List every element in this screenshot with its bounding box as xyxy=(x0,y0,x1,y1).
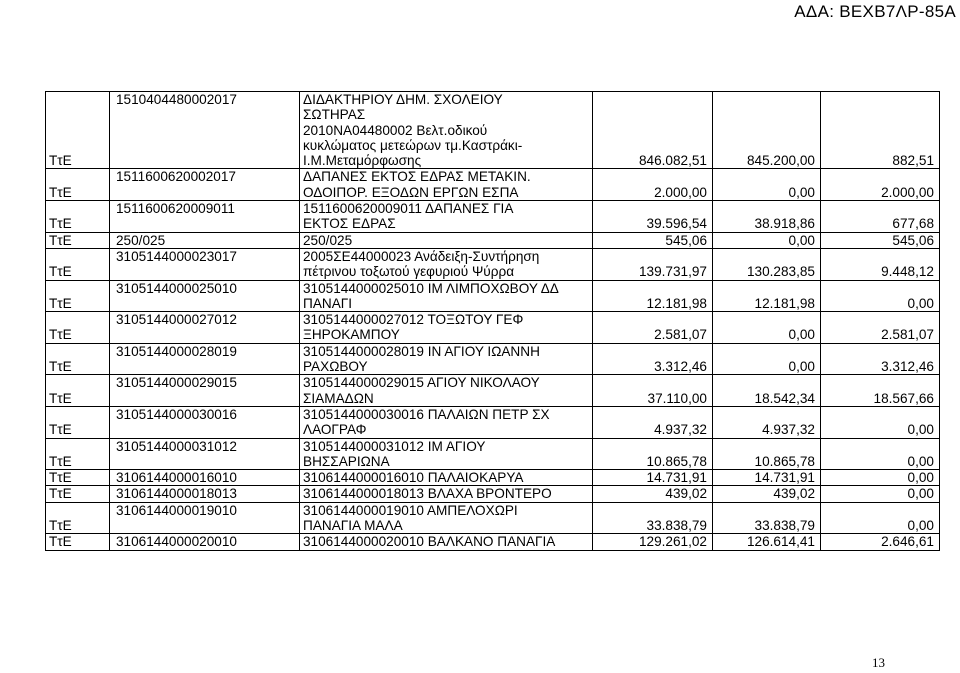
type-cell: ΤτΕ xyxy=(46,232,110,248)
description-line: ΛΑΟΓΡΑΦ xyxy=(303,422,367,438)
amount-3-cell: 0,00 xyxy=(821,438,940,470)
description-cell xyxy=(300,92,593,169)
description-line: 3105144000030016 ΠΑΛΑΙΩΝ ΠΕΤΡ ΣΧ xyxy=(303,406,550,422)
code-cell: 250/025 xyxy=(110,232,300,248)
type-cell: ΤτΕ xyxy=(46,486,110,502)
table-row xyxy=(46,502,940,534)
amount-1-cell: 545,06 xyxy=(593,232,713,248)
amount-1-cell: 33.838,79 xyxy=(593,502,713,534)
code-cell: 3106144000016010 xyxy=(110,470,300,486)
description-cell xyxy=(300,502,593,534)
description-line: 2005ΣΕ44000023 Ανάδειξη-Συντήρηση xyxy=(303,248,540,264)
table-row xyxy=(46,343,940,375)
amount-1-cell: 139.731,97 xyxy=(593,248,713,280)
code-cell: 3105144000025010 xyxy=(110,280,300,312)
amount-3-cell: 677,68 xyxy=(821,201,940,233)
page-number: 13 xyxy=(872,655,885,670)
amount-2-cell: 439,02 xyxy=(713,486,821,502)
amount-2-cell: 14.731,91 xyxy=(713,470,821,486)
table-row xyxy=(46,248,940,280)
description-line: 3105144000027012 ΤΟΞΩΤΟΥ ΓΕΦ xyxy=(303,312,524,328)
description-line: πέτρινου τοξωτού γεφυριού Ψύρρα xyxy=(303,264,515,280)
code-cell: 1511600620009011 xyxy=(110,201,300,233)
amount-3-cell: 3.312,46 xyxy=(821,343,940,375)
amount-3-cell: 2.000,00 xyxy=(821,169,940,201)
expenditure-table xyxy=(45,91,940,551)
amount-2-cell: 38.918,86 xyxy=(713,201,821,233)
table-row xyxy=(46,280,940,312)
code-cell: 3105144000027012 xyxy=(110,312,300,344)
code-cell: 3106144000020010 xyxy=(110,534,300,550)
description-line: 3105144000028019 ΙΝ ΑΓΙΟΥ ΙΩΑΝΝΗ xyxy=(303,343,540,359)
description-cell xyxy=(300,534,593,550)
description-line: 3106144000019010 ΑΜΠΕΛΟΧΩΡΙ xyxy=(303,502,518,518)
code-cell: 3106144000018013 xyxy=(110,486,300,502)
description-line: ΣΩΤΗΡΑΣ xyxy=(303,107,366,123)
description-line: 2010ΝΑ04480002 Βελτ.οδικού xyxy=(303,122,488,138)
amount-1-cell: 39.596,54 xyxy=(593,201,713,233)
description-cell xyxy=(300,248,593,280)
description-line: ΟΔΟΙΠΟΡ. ΕΞΟΔΩΝ ΕΡΓΩΝ ΕΣΠΑ xyxy=(303,184,519,200)
description-line: ΡΑΧΩΒΟΥ xyxy=(303,359,368,375)
amount-3-cell: 0,00 xyxy=(821,406,940,438)
type-cell: ΤτΕ xyxy=(46,406,110,438)
table-row xyxy=(46,470,940,486)
amount-3-cell: 545,06 xyxy=(821,232,940,248)
description-cell xyxy=(300,280,593,312)
description-line: κυκλώματος μετεώρων τμ.Καστράκι- xyxy=(303,137,523,153)
description-line: 250/025 xyxy=(303,232,353,248)
description-line: Ι.Μ.Μεταμόρφωσης xyxy=(303,153,422,169)
ada-reference: ΑΔΑ: ΒΕΧΒ7ΛΡ-85Α xyxy=(794,2,956,21)
code-cell: 3105144000029015 xyxy=(110,375,300,407)
type-cell: ΤτΕ xyxy=(46,312,110,344)
amount-3-cell: 9.448,12 xyxy=(821,248,940,280)
amount-1-cell: 14.731,91 xyxy=(593,470,713,486)
table-row xyxy=(46,534,940,550)
amount-2-cell: 126.614,41 xyxy=(713,534,821,550)
type-cell: ΤτΕ xyxy=(46,534,110,550)
description-line: ΞΗΡΟΚΑΜΠΟΥ xyxy=(303,327,400,343)
type-cell: ΤτΕ xyxy=(46,248,110,280)
type-cell: ΤτΕ xyxy=(46,438,110,470)
amount-3-cell: 0,00 xyxy=(821,470,940,486)
description-line: 3105144000025010 ΙΜ ΛΙΜΠΟΧΩΒΟΥ ΔΔ xyxy=(303,280,559,296)
description-line: ΕΚΤΟΣ ΕΔΡΑΣ xyxy=(303,216,396,232)
description-line: ΔΙΔΑΚΤΗΡΙΟΥ ΔΗΜ. ΣΧΟΛΕΙΟΥ xyxy=(303,92,503,107)
amount-3-cell: 882,51 xyxy=(821,92,940,169)
amount-1-cell: 2.000,00 xyxy=(593,169,713,201)
description-cell xyxy=(300,169,593,201)
amount-2-cell: 0,00 xyxy=(713,232,821,248)
table-row xyxy=(46,92,940,169)
description-line: 1511600620009011 ΔΑΠΑΝΕΣ ΓΙΑ xyxy=(303,201,514,217)
description-line: 3106144000016010 ΠΑΛΑΙΟΚΑΡΥΑ xyxy=(303,470,524,486)
type-cell: ΤτΕ xyxy=(46,343,110,375)
code-cell: 1510404480002017 xyxy=(110,92,300,169)
description-cell xyxy=(300,232,593,248)
amount-1-cell: 10.865,78 xyxy=(593,438,713,470)
type-cell: ΤτΕ xyxy=(46,470,110,486)
amount-3-cell: 18.567,66 xyxy=(821,375,940,407)
description-line: 3105144000029015 ΑΓΙΟΥ ΝΙΚΟΛΑΟΥ xyxy=(303,375,540,391)
amount-3-cell: 0,00 xyxy=(821,502,940,534)
amount-1-cell: 3.312,46 xyxy=(593,343,713,375)
table-row xyxy=(46,375,940,407)
amount-1-cell: 439,02 xyxy=(593,486,713,502)
description-line: ΔΑΠΑΝΕΣ ΕΚΤΟΣ ΕΔΡΑΣ ΜΕΤΑΚΙΝ. xyxy=(303,169,531,185)
table-row xyxy=(46,169,940,201)
amount-1-cell: 12.181,98 xyxy=(593,280,713,312)
table-row xyxy=(46,438,940,470)
code-cell: 3105144000023017 xyxy=(110,248,300,280)
code-cell: 3105144000030016 xyxy=(110,406,300,438)
amount-1-cell: 37.110,00 xyxy=(593,375,713,407)
amount-2-cell: 4.937,32 xyxy=(713,406,821,438)
table-row xyxy=(46,312,940,344)
amount-2-cell: 18.542,34 xyxy=(713,375,821,407)
type-cell: ΤτΕ xyxy=(46,502,110,534)
description-cell xyxy=(300,470,593,486)
table-body xyxy=(46,92,940,551)
description-line: ΒΗΣΣΑΡΙΩΝΑ xyxy=(303,453,390,469)
amount-2-cell: 0,00 xyxy=(713,169,821,201)
type-cell: ΤτΕ xyxy=(46,375,110,407)
description-line: 3106144000018013 ΒΛΑΧΑ ΒΡΟΝΤΕΡΟ xyxy=(303,486,552,502)
code-cell: 3105144000031012 xyxy=(110,438,300,470)
amount-2-cell: 0,00 xyxy=(713,343,821,375)
amount-2-cell: 845.200,00 xyxy=(713,92,821,169)
table-row xyxy=(46,486,940,502)
description-line: ΠΑΝΑΓΙ xyxy=(303,295,353,311)
amount-3-cell: 2.646,61 xyxy=(821,534,940,550)
description-cell xyxy=(300,438,593,470)
description-line: ΠΑΝΑΓΙΑ ΜΑΛΑ xyxy=(303,518,403,534)
code-cell: 1511600620002017 xyxy=(110,169,300,201)
description-cell xyxy=(300,406,593,438)
description-cell xyxy=(300,201,593,233)
amount-2-cell: 12.181,98 xyxy=(713,280,821,312)
description-line: ΣΙΑΜΑΔΩΝ xyxy=(303,390,374,406)
amount-2-cell: 130.283,85 xyxy=(713,248,821,280)
type-cell: ΤτΕ xyxy=(46,92,110,169)
amount-2-cell: 33.838,79 xyxy=(713,502,821,534)
type-cell: ΤτΕ xyxy=(46,169,110,201)
amount-1-cell: 129.261,02 xyxy=(593,534,713,550)
amount-1-cell: 2.581,07 xyxy=(593,312,713,344)
amount-3-cell: 0,00 xyxy=(821,280,940,312)
table-row xyxy=(46,201,940,233)
code-cell: 3105144000028019 xyxy=(110,343,300,375)
description-line: 3106144000020010 ΒΑΛΚΑΝΟ ΠΑΝΑΓΙΑ xyxy=(303,534,556,550)
code-cell: 3106144000019010 xyxy=(110,502,300,534)
amount-2-cell: 10.865,78 xyxy=(713,438,821,470)
amount-2-cell: 0,00 xyxy=(713,312,821,344)
amount-1-cell: 846.082,51 xyxy=(593,92,713,169)
type-cell: ΤτΕ xyxy=(46,280,110,312)
amount-3-cell: 2.581,07 xyxy=(821,312,940,344)
description-cell xyxy=(300,486,593,502)
table-row xyxy=(46,406,940,438)
description-cell xyxy=(300,343,593,375)
table-row xyxy=(46,232,940,248)
description-line: 3105144000031012 ΙΜ ΑΓΙΟΥ xyxy=(303,438,486,454)
amount-3-cell: 0,00 xyxy=(821,486,940,502)
description-cell xyxy=(300,375,593,407)
type-cell: ΤτΕ xyxy=(46,201,110,233)
amount-1-cell: 4.937,32 xyxy=(593,406,713,438)
description-cell xyxy=(300,312,593,344)
